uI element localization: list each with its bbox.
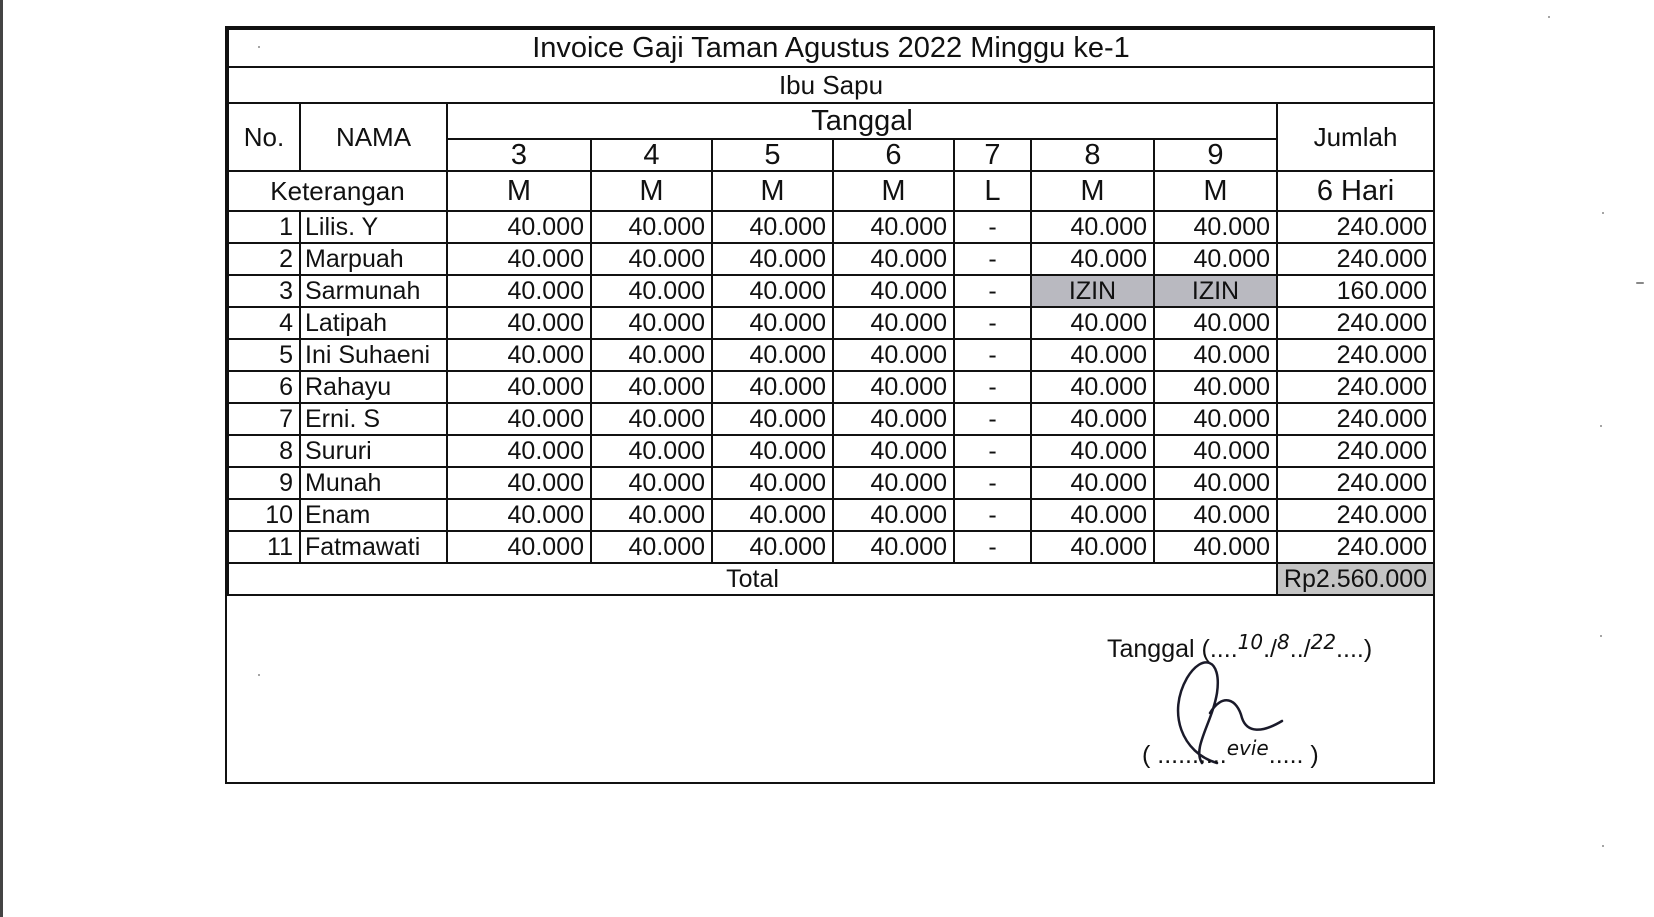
row-no: 11 bbox=[228, 531, 300, 563]
row-no: 7 bbox=[228, 403, 300, 435]
row-no: 1 bbox=[228, 211, 300, 243]
row-day-value: 40.000 bbox=[712, 307, 833, 339]
table-row bbox=[228, 499, 1434, 531]
row-day-value: 40.000 bbox=[1031, 435, 1154, 467]
row-no: 5 bbox=[228, 339, 300, 371]
table-row bbox=[228, 307, 1434, 339]
row-day-value: - bbox=[954, 499, 1031, 531]
table-row bbox=[228, 211, 1434, 243]
row-day-value: 40.000 bbox=[712, 275, 833, 307]
signer-name: ( ..........$^{evie}$..... ) bbox=[1142, 736, 1319, 769]
row-day-value: 40.000 bbox=[447, 339, 591, 371]
row-nama: Ini Suhaeni bbox=[300, 339, 447, 371]
row-jumlah: 240.000 bbox=[1277, 307, 1434, 339]
row-day-value: - bbox=[954, 339, 1031, 371]
header-nama: NAMA bbox=[300, 103, 447, 171]
row-day-value: - bbox=[954, 211, 1031, 243]
header-code: M bbox=[712, 171, 833, 211]
row-jumlah: 240.000 bbox=[1277, 467, 1434, 499]
row-day-value: 40.000 bbox=[712, 371, 833, 403]
page-edge bbox=[0, 0, 3, 917]
row-day-value: 40.000 bbox=[1154, 243, 1277, 275]
row-day-value: 40.000 bbox=[712, 531, 833, 563]
invoice-document bbox=[225, 26, 1435, 784]
row-day-value: 40.000 bbox=[833, 243, 954, 275]
invoice-title: Invoice Gaji Taman Agustus 2022 Minggu ke-1 bbox=[228, 29, 1434, 67]
row-day-value: 40.000 bbox=[447, 435, 591, 467]
scan-speck bbox=[1600, 635, 1602, 637]
row-day-value: 40.000 bbox=[1031, 211, 1154, 243]
row-day-value: 40.000 bbox=[1031, 467, 1154, 499]
row-no: 10 bbox=[228, 499, 300, 531]
row-day-value: 40.000 bbox=[591, 499, 712, 531]
table-row bbox=[228, 339, 1434, 371]
row-day-value: 40.000 bbox=[1031, 307, 1154, 339]
date-month: 8 bbox=[1277, 630, 1290, 654]
scan-speck bbox=[1600, 425, 1602, 427]
row-day-value: 40.000 bbox=[833, 403, 954, 435]
row-day-value: 40.000 bbox=[833, 435, 954, 467]
row-day-value: 40.000 bbox=[591, 307, 712, 339]
header-day: 7 bbox=[954, 139, 1031, 171]
row-jumlah: 240.000 bbox=[1277, 243, 1434, 275]
row-nama: Fatmawati bbox=[300, 531, 447, 563]
row-day-value: 40.000 bbox=[1031, 243, 1154, 275]
row-jumlah: 240.000 bbox=[1277, 339, 1434, 371]
signer-name-text: evie bbox=[1226, 736, 1269, 760]
row-day-value: - bbox=[954, 403, 1031, 435]
row-day-value: 40.000 bbox=[447, 371, 591, 403]
scan-speck bbox=[1602, 212, 1604, 214]
header-code: L bbox=[954, 171, 1031, 211]
row-day-value: 40.000 bbox=[447, 499, 591, 531]
row-no: 6 bbox=[228, 371, 300, 403]
row-jumlah: 240.000 bbox=[1277, 403, 1434, 435]
row-no: 4 bbox=[228, 307, 300, 339]
header-day: 8 bbox=[1031, 139, 1154, 171]
row-nama: Rahayu bbox=[300, 371, 447, 403]
scan-speck bbox=[1548, 16, 1550, 18]
row-day-value: 40.000 bbox=[1154, 403, 1277, 435]
row-jumlah: 240.000 bbox=[1277, 531, 1434, 563]
row-day-value: - bbox=[954, 243, 1031, 275]
row-day-value: 40.000 bbox=[833, 307, 954, 339]
row-day-value: 40.000 bbox=[1031, 499, 1154, 531]
header-code: M bbox=[1031, 171, 1154, 211]
row-day-value: 40.000 bbox=[1031, 531, 1154, 563]
row-day-value: - bbox=[954, 435, 1031, 467]
row-day-value: 40.000 bbox=[712, 211, 833, 243]
row-day-value: 40.000 bbox=[447, 211, 591, 243]
row-day-value: IZIN bbox=[1154, 275, 1277, 307]
row-day-value: 40.000 bbox=[712, 499, 833, 531]
scan-speck bbox=[1602, 845, 1604, 847]
row-day-value: 40.000 bbox=[833, 371, 954, 403]
row-day-value: - bbox=[954, 275, 1031, 307]
row-no: 8 bbox=[228, 435, 300, 467]
total-value: Rp2.560.000 bbox=[1277, 563, 1434, 595]
table-row bbox=[228, 243, 1434, 275]
date-year: 22 bbox=[1310, 630, 1337, 654]
row-jumlah: 160.000 bbox=[1277, 275, 1434, 307]
row-jumlah: 240.000 bbox=[1277, 499, 1434, 531]
header-keterangan: Keterangan bbox=[228, 171, 447, 211]
row-day-value: 40.000 bbox=[1154, 435, 1277, 467]
row-day-value: 40.000 bbox=[447, 531, 591, 563]
row-day-value: 40.000 bbox=[1154, 499, 1277, 531]
header-code: M bbox=[1154, 171, 1277, 211]
row-day-value: IZIN bbox=[1031, 275, 1154, 307]
row-jumlah: 240.000 bbox=[1277, 435, 1434, 467]
row-no: 3 bbox=[228, 275, 300, 307]
row-day-value: 40.000 bbox=[447, 467, 591, 499]
row-day-value: 40.000 bbox=[833, 467, 954, 499]
row-jumlah: 240.000 bbox=[1277, 211, 1434, 243]
row-day-value: - bbox=[954, 531, 1031, 563]
row-jumlah: 240.000 bbox=[1277, 371, 1434, 403]
table-row bbox=[228, 371, 1434, 403]
row-day-value: 40.000 bbox=[447, 275, 591, 307]
row-day-value: 40.000 bbox=[712, 339, 833, 371]
header-tanggal: Tanggal bbox=[447, 103, 1277, 139]
invoice-subtitle: Ibu Sapu bbox=[228, 67, 1434, 103]
row-nama: Sarmunah bbox=[300, 275, 447, 307]
row-nama: Erni. S bbox=[300, 403, 447, 435]
row-nama: Enam bbox=[300, 499, 447, 531]
header-code: M bbox=[447, 171, 591, 211]
row-day-value: 40.000 bbox=[591, 467, 712, 499]
table-row bbox=[228, 435, 1434, 467]
invoice-table bbox=[227, 28, 1435, 596]
row-day-value: 40.000 bbox=[591, 275, 712, 307]
row-day-value: 40.000 bbox=[1031, 339, 1154, 371]
header-code: M bbox=[591, 171, 712, 211]
header-day: 9 bbox=[1154, 139, 1277, 171]
row-nama: Marpuah bbox=[300, 243, 447, 275]
employee-rows bbox=[228, 211, 1434, 563]
row-day-value: 40.000 bbox=[712, 435, 833, 467]
row-day-value: 40.000 bbox=[447, 243, 591, 275]
row-nama: Latipah bbox=[300, 307, 447, 339]
row-day-value: 40.000 bbox=[591, 531, 712, 563]
total-label: Total bbox=[228, 563, 1277, 595]
row-nama: Munah bbox=[300, 467, 447, 499]
row-day-value: 40.000 bbox=[1154, 531, 1277, 563]
row-nama: Lilis. Y bbox=[300, 211, 447, 243]
signature-area bbox=[227, 603, 1433, 783]
signature-date: Tanggal (....$^{10}$./$^8$../$^{22}$....) bbox=[1107, 630, 1373, 663]
table-row bbox=[228, 403, 1434, 435]
row-day-value: 40.000 bbox=[591, 371, 712, 403]
date-label: Tanggal ( bbox=[1107, 635, 1210, 663]
row-day-value: 40.000 bbox=[591, 243, 712, 275]
header-jumlah-days: 6 Hari bbox=[1277, 171, 1434, 211]
row-no: 2 bbox=[228, 243, 300, 275]
row-day-value: 40.000 bbox=[833, 531, 954, 563]
row-day-value: 40.000 bbox=[591, 339, 712, 371]
header-no: No. bbox=[228, 103, 300, 171]
date-day: 10 bbox=[1237, 630, 1264, 654]
row-day-value: 40.000 bbox=[1031, 371, 1154, 403]
row-day-value: 40.000 bbox=[1154, 307, 1277, 339]
scan-speck bbox=[1636, 282, 1644, 284]
row-day-value: - bbox=[954, 467, 1031, 499]
row-day-value: 40.000 bbox=[447, 403, 591, 435]
row-day-value: 40.000 bbox=[1154, 211, 1277, 243]
row-day-value: 40.000 bbox=[833, 275, 954, 307]
table-row bbox=[228, 275, 1434, 307]
row-day-value: 40.000 bbox=[833, 211, 954, 243]
row-day-value: 40.000 bbox=[833, 339, 954, 371]
header-day: 3 bbox=[447, 139, 591, 171]
header-day: 5 bbox=[712, 139, 833, 171]
row-day-value: - bbox=[954, 307, 1031, 339]
header-day: 4 bbox=[591, 139, 712, 171]
table-row bbox=[228, 467, 1434, 499]
row-day-value: 40.000 bbox=[712, 467, 833, 499]
row-day-value: 40.000 bbox=[591, 435, 712, 467]
row-day-value: 40.000 bbox=[1154, 467, 1277, 499]
row-nama: Sururi bbox=[300, 435, 447, 467]
row-day-value: 40.000 bbox=[1154, 339, 1277, 371]
header-jumlah: Jumlah bbox=[1277, 103, 1434, 171]
row-day-value: 40.000 bbox=[712, 243, 833, 275]
date-close: ) bbox=[1363, 635, 1373, 663]
header-day: 6 bbox=[833, 139, 954, 171]
row-day-value: 40.000 bbox=[1154, 371, 1277, 403]
row-day-value: 40.000 bbox=[591, 403, 712, 435]
table-row bbox=[228, 531, 1434, 563]
row-day-value: 40.000 bbox=[833, 499, 954, 531]
row-day-value: 40.000 bbox=[591, 211, 712, 243]
row-day-value: 40.000 bbox=[447, 307, 591, 339]
row-day-value: 40.000 bbox=[1031, 403, 1154, 435]
row-day-value: 40.000 bbox=[712, 403, 833, 435]
header-code: M bbox=[833, 171, 954, 211]
row-day-value: - bbox=[954, 371, 1031, 403]
row-no: 9 bbox=[228, 467, 300, 499]
